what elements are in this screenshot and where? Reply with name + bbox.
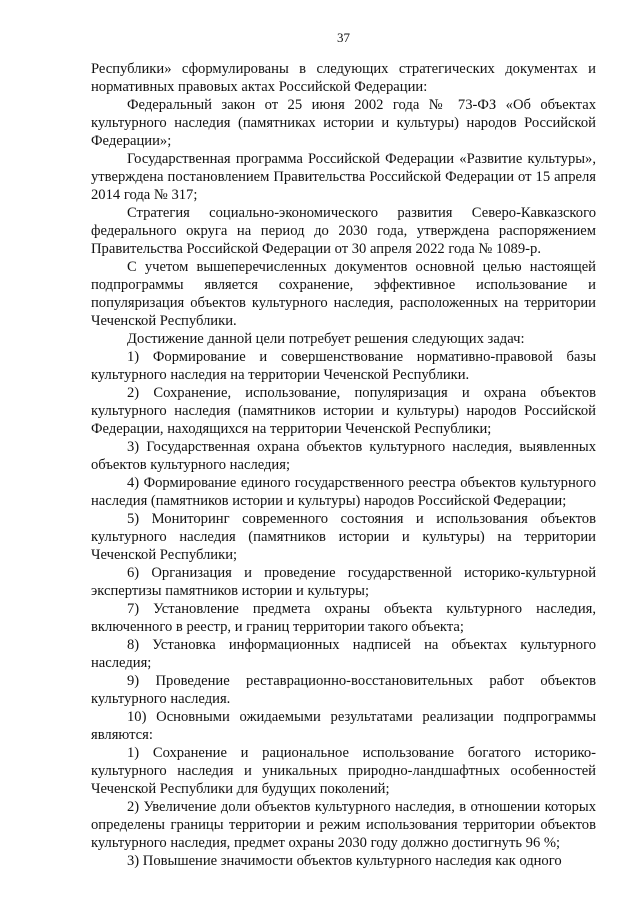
list-item-task-4: 4) Формирование единого государственного реестра объектов культурного наследия (памятников истории и культуры) народов Российской Федерации; <box>91 475 596 509</box>
document-page <box>91 30 596 870</box>
list-item-result-2: 2) Увеличение доли объектов культурного наследия, в отношении которых определены границы территории и режим использования территории объектов культурного наследия, предмет охраны 2030 году должно достигнуть 96 %; <box>91 799 596 851</box>
list-item-task-9: 9) Проведение реставрационно-восстановительных работ объектов культурного наследия. <box>91 673 596 707</box>
list-item-result-3: 3) Повышение значимости объектов культурного наследия как одного <box>127 853 562 869</box>
list-item-task-5: 5) Мониторинг современного состояния и использования объектов культурного наследия (памятников истории и культуры) на территории Чеченской Республики; <box>91 511 596 563</box>
paragraph-federal-law: Федеральный закон от 25 июня 2002 года № 73-ФЗ «Об объектах культурного наследия (памятниках истории и культуры) народов Российской Федерации»; <box>91 97 596 149</box>
paragraph-main-goal: С учетом вышеперечисленных документов основной целью настоящей подпрограммы является сохранение, эффективное использование и популяризация объектов культурного наследия, расположенных на территории Чеченской Республики. <box>91 259 596 329</box>
paragraph-strategy: Стратегия социально-экономического развития Северо-Кавказского федерального округа на период до 2030 года, утверждена распоряжением Правительства Российской Федерации от 30 апреля 2022 года № 1089-р. <box>91 205 596 257</box>
paragraph-strategic-documents-intro: Республики» сформулированы в следующих стратегических документах и нормативных правовых актах Российской Федерации: <box>91 61 596 95</box>
list-item-task-7: 7) Установление предмета охраны объекта культурного наследия, включенного в реестр, и границ территории такого объекта; <box>91 601 596 635</box>
list-item-result-1: 1) Сохранение и рациональное использование богатого историко-культурного наследия и уникальных природно-ландшафтных особенностей Чеченской Республики для будущих поколений; <box>91 745 596 797</box>
paragraph-state-program: Государственная программа Российской Федерации «Развитие культуры», утверждена постановлением Правительства Российской Федерации от 15 апреля 2014 года № 317; <box>91 151 596 203</box>
list-item-task-10: 10) Основными ожидаемыми результатами реализации подпрограммы являются: <box>91 709 596 743</box>
list-item-task-2: 2) Сохранение, использование, популяризация и охрана объектов культурного наследия (памятников истории и культуры) народов Российской Федерации, находящихся на территории Чеченской Республики; <box>91 385 596 437</box>
list-item-task-8: 8) Установка информационных надписей на объектах культурного наследия; <box>91 637 596 671</box>
list-item-task-6: 6) Организация и проведение государственной историко-культурной экспертизы памятников истории и культуры; <box>91 565 596 599</box>
paragraph-tasks-intro: Достижение данной цели потребует решения следующих задач: <box>127 331 525 347</box>
list-item-task-3: 3) Государственная охрана объектов культурного наследия, выявленных объектов культурного наследия; <box>91 439 596 473</box>
page-number: 37 <box>337 30 350 45</box>
list-item-task-1: 1) Формирование и совершенствование нормативно-правовой базы культурного наследия на территории Чеченской Республики. <box>91 349 596 383</box>
